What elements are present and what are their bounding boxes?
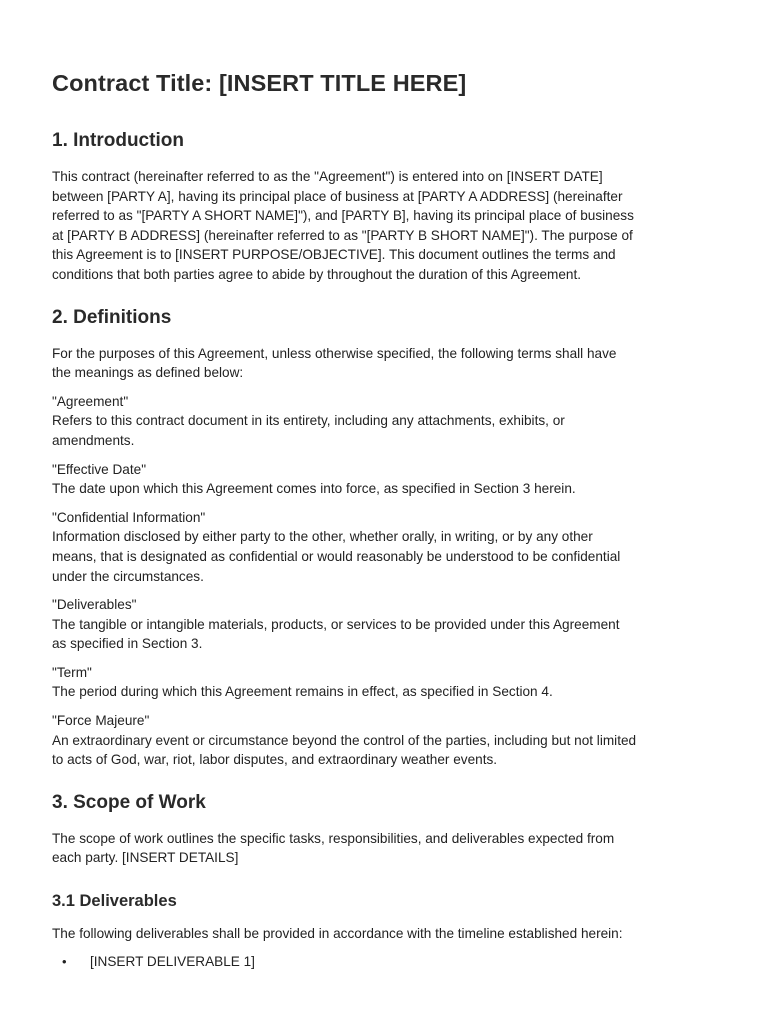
definition-line: The period during which this Agreement remains in effect, as specified in Section 4.: [52, 684, 553, 700]
deliverables-intro: The following deliverables shall be provided in accordance with the timeline established herein:: [52, 926, 623, 942]
definition-term: "Confidential Information": [52, 509, 206, 525]
bullet-icon: •: [62, 953, 67, 969]
contract-title: Contract Title: [INSERT TITLE HERE]: [52, 70, 467, 96]
definition-term: "Force Majeure": [52, 713, 150, 729]
scope-heading: 3. Scope of Work: [52, 791, 206, 813]
definition-term: "Agreement": [52, 393, 129, 409]
definition-line: means, that is designated as confidential or would reasonably be understood to be confidential: [52, 548, 621, 564]
introduction-line: referred to as "[PARTY A SHORT NAME]"), and [PARTY B], having its principal place of business: [52, 208, 634, 224]
definition-item-confidential-information: [52, 508, 718, 586]
definition-item-deliverables: [52, 595, 718, 654]
definition-term: "Deliverables": [52, 597, 137, 613]
introduction-line: between [PARTY A], having its principal place of business at [PARTY A ADDRESS] (hereinafter: [52, 188, 623, 204]
definition-line: The date upon which this Agreement comes into force, as specified in Section 3 herein.: [52, 481, 576, 497]
list-item: [62, 952, 718, 972]
definition-term: "Effective Date": [52, 461, 147, 477]
definition-line: under the circumstances.: [52, 568, 204, 584]
definition-item-effective-date: [52, 460, 718, 499]
scope-paragraph: [52, 829, 718, 868]
definition-item-term: [52, 663, 718, 702]
deliverable-text: [INSERT DELIVERABLE 1]: [90, 953, 255, 969]
definition-item-agreement: [52, 392, 718, 451]
definition-line: amendments.: [52, 432, 135, 448]
introduction-line: conditions that both parties agree to abide by throughout the duration of this Agreement.: [52, 266, 582, 282]
scope-line: each party. [INSERT DETAILS]: [52, 850, 239, 866]
definitions-intro: [52, 344, 718, 383]
definitions-intro-line: For the purposes of this Agreement, unless otherwise specified, the following terms shall have: [52, 345, 617, 361]
introduction-line: This contract (hereinafter referred to as the "Agreement") is entered into on [INSERT DATE]: [52, 169, 603, 184]
definitions-heading: 2. Definitions: [52, 306, 172, 328]
introduction-line: this Agreement is to [INSERT PURPOSE/OBJECTIVE]. This document outlines the terms and: [52, 247, 616, 263]
definition-term: "Term": [52, 664, 92, 680]
deliverables-heading: 3.1 Deliverables: [52, 892, 177, 911]
definition-line: Information disclosed by either party to the other, whether orally, in writing, or by any other: [52, 529, 593, 545]
definition-item-force-majeure: [52, 711, 718, 770]
definition-line: to acts of God, war, riot, labor disputes, and extraordinary weather events.: [52, 752, 498, 768]
introduction-paragraph: [52, 167, 718, 285]
introduction-line: at [PARTY B ADDRESS] (hereinafter referred to as "[PARTY B SHORT NAME]"). The purpose of: [52, 227, 633, 243]
scope-line: The scope of work outlines the specific tasks, responsibilities, and deliverables expected from: [52, 830, 615, 846]
definition-line: as specified in Section 3.: [52, 636, 203, 652]
section-scope-of-work: [52, 792, 718, 971]
section-introduction: [52, 130, 718, 285]
section-definitions: [52, 307, 718, 770]
definitions-intro-line: the meanings as defined below:: [52, 365, 244, 381]
definition-line: The tangible or intangible materials, products, or services to be provided under this Agreement: [52, 616, 620, 632]
definition-line: Refers to this contract document in its entirety, including any attachments, exhibits, or: [52, 413, 565, 429]
deliverables-list: [52, 952, 718, 972]
introduction-heading: 1. Introduction: [52, 130, 184, 151]
definition-line: An extraordinary event or circumstance beyond the control of the parties, including but not limited: [52, 732, 637, 748]
